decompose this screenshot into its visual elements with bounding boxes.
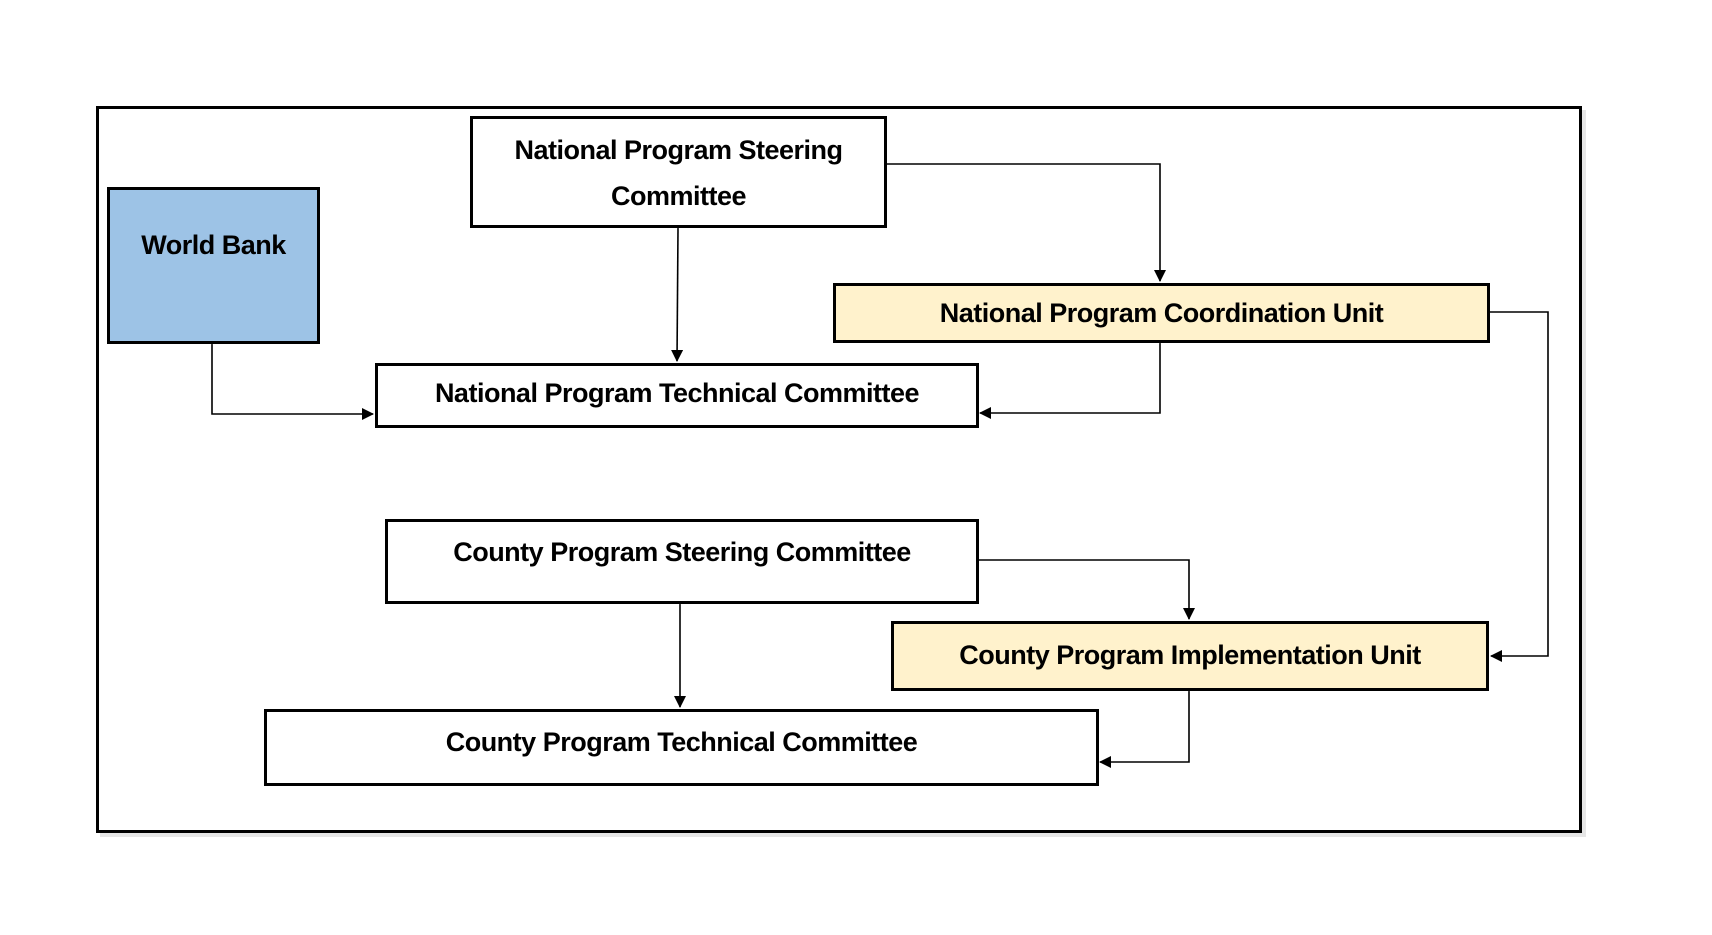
node-label: County Program Technical Committee	[445, 727, 918, 757]
node-county-program-technical-committee	[264, 709, 1099, 786]
node-label-line1: National Program Steering	[514, 135, 843, 165]
node-national-program-technical-committee	[375, 363, 979, 428]
node-label: County Program Implementation Unit	[959, 640, 1421, 670]
node-county-program-implementation-unit	[891, 621, 1489, 691]
node-world-bank	[107, 187, 320, 344]
node-county-program-steering-committee	[385, 519, 979, 604]
node-national-program-steering-committee	[470, 116, 887, 228]
node-label: National Program Coordination Unit	[939, 298, 1384, 328]
node-label-line2: Committee	[610, 181, 747, 211]
node-national-program-coordination-unit	[833, 283, 1490, 343]
node-label: National Program Technical Committee	[434, 378, 920, 408]
node-label: World Bank	[141, 230, 286, 260]
node-label: County Program Steering Committee	[453, 537, 911, 567]
